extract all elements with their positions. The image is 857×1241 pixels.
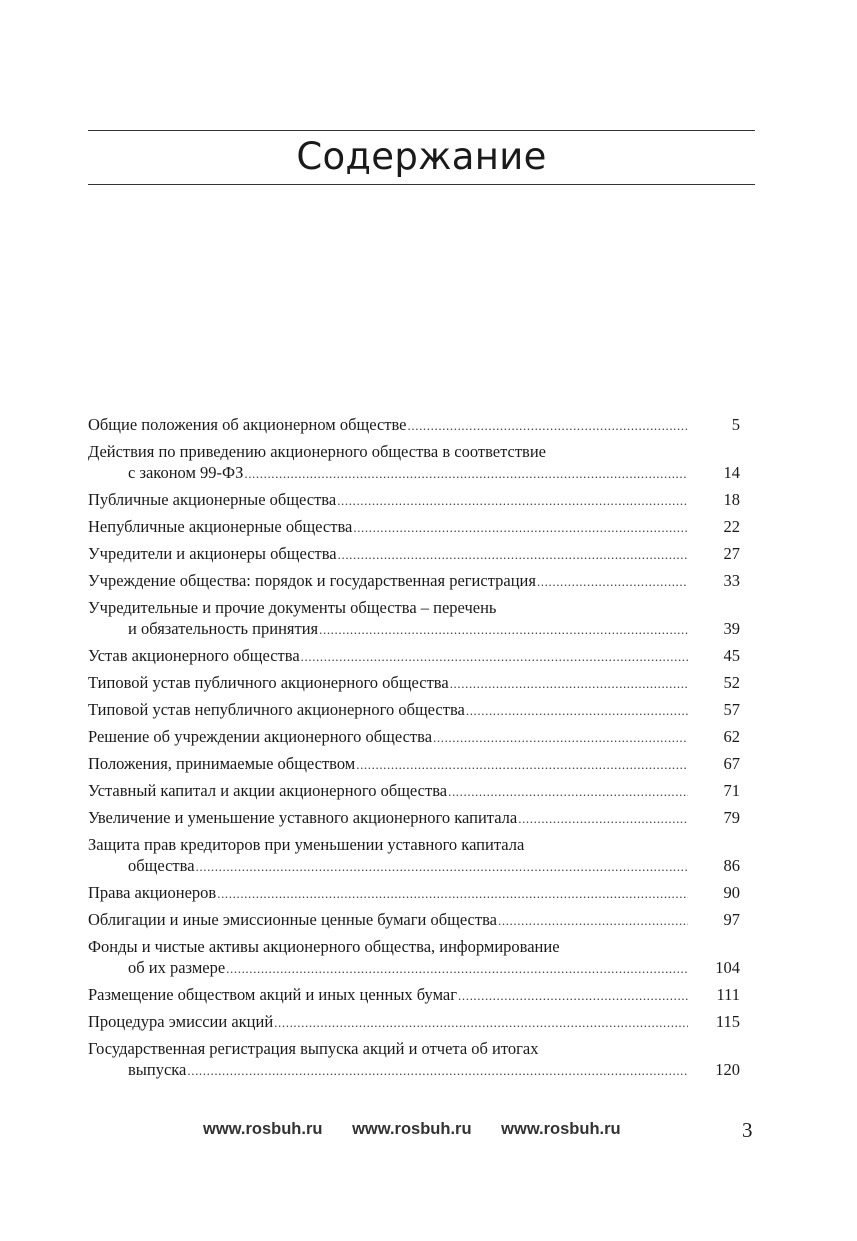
toc-entry-title-line: Учредительные и прочие документы общества – перечень: [88, 598, 497, 617]
toc-entry[interactable]: [88, 597, 740, 640]
toc-page-number: 79: [723, 808, 740, 827]
toc-entry[interactable]: [88, 570, 740, 592]
toc-entry[interactable]: [88, 645, 740, 667]
toc-entry-title: Положения, принимаемые обществом: [88, 754, 356, 773]
toc-page-number: 5: [731, 415, 740, 434]
dot-leader: [356, 754, 688, 775]
dot-leader: [458, 985, 688, 1006]
toc-page-number: 52: [723, 673, 740, 692]
dot-leader: [301, 646, 688, 667]
toc-page-number: 27: [723, 544, 740, 563]
footer-link[interactable]: www.rosbuh.ru: [501, 1120, 621, 1138]
dot-leader: [226, 958, 688, 979]
toc-page-number: 22: [723, 517, 740, 536]
toc-entry-title-line: Фонды и чистые активы акционерного общества, информирование: [88, 937, 560, 956]
toc-entry[interactable]: [88, 984, 740, 1006]
table-of-contents: [88, 414, 740, 1086]
footer-link[interactable]: www.rosbuh.ru: [352, 1120, 472, 1138]
toc-entry-title: Общие положения об акционерном обществе: [88, 415, 407, 434]
toc-entry-title-line: Действия по приведению акционерного общества в соответствие: [88, 442, 546, 461]
dot-leader: [448, 781, 688, 802]
toc-entry[interactable]: [88, 780, 740, 802]
page-title: Содержание: [296, 135, 547, 178]
toc-entry[interactable]: [88, 882, 740, 904]
toc-entry-title: Учредители и акционеры общества: [88, 544, 337, 563]
toc-entry[interactable]: [88, 699, 740, 721]
toc-entry[interactable]: [88, 753, 740, 775]
toc-entry[interactable]: [88, 1011, 740, 1033]
toc-entry[interactable]: [88, 672, 740, 694]
dot-leader: [450, 673, 688, 694]
toc-entry-title: Уставный капитал и акции акционерного общества: [88, 781, 448, 800]
toc-entry-title: Публичные акционерные общества: [88, 490, 337, 509]
dot-leader: [433, 727, 688, 748]
dot-leader: [537, 571, 688, 592]
toc-entry-title-line: Защита прав кредиторов при уменьшении уставного капитала: [88, 835, 525, 854]
toc-entry-title: Типовой устав непубличного акционерного общества: [88, 700, 465, 719]
toc-page-number: 97: [723, 910, 740, 929]
toc-entry[interactable]: [88, 441, 740, 484]
toc-entry-title: с законом 99-ФЗ: [128, 463, 244, 482]
toc-entry-title: Типовой устав публичного акционерного общества: [88, 673, 449, 692]
toc-page-number: 39: [723, 619, 740, 638]
toc-page-number: 115: [715, 1012, 740, 1031]
toc-page-number: 14: [723, 463, 740, 482]
toc-entry[interactable]: [88, 489, 740, 511]
toc-page-number: 104: [715, 958, 740, 977]
toc-entry-title: и обязательность принятия: [128, 619, 319, 638]
toc-entry-title: общества: [128, 856, 195, 875]
dot-leader: [498, 910, 688, 931]
dot-leader: [196, 856, 688, 877]
toc-page-number: 111: [716, 985, 740, 1004]
toc-entry-title: Непубличные акционерные общества: [88, 517, 353, 536]
toc-page-number: 71: [723, 781, 740, 800]
toc-entry[interactable]: [88, 726, 740, 748]
toc-entry[interactable]: [88, 807, 740, 829]
toc-page-number: 33: [723, 571, 740, 590]
toc-entry-title: Размещение обществом акций и иных ценных бумаг: [88, 985, 458, 1004]
toc-entry[interactable]: [88, 936, 740, 979]
dot-leader: [337, 490, 688, 511]
toc-page-number: 45: [723, 646, 740, 665]
dot-leader: [187, 1060, 688, 1081]
toc-entry-title: Решение об учреждении акционерного общества: [88, 727, 433, 746]
toc-page-number: 62: [723, 727, 740, 746]
dot-leader: [338, 544, 688, 565]
toc-page-number: 120: [715, 1060, 740, 1079]
bottom-rule: [88, 184, 755, 185]
dot-leader: [319, 619, 688, 640]
toc-entry[interactable]: [88, 543, 740, 565]
toc-entry[interactable]: [88, 834, 740, 877]
toc-entry[interactable]: [88, 909, 740, 931]
toc-page-number: 18: [723, 490, 740, 509]
toc-page-number: 90: [723, 883, 740, 902]
toc-entry-title: Процедура эмиссии акций: [88, 1012, 274, 1031]
dot-leader: [217, 883, 688, 904]
footer-link[interactable]: www.rosbuh.ru: [203, 1120, 323, 1138]
dot-leader: [408, 415, 688, 436]
toc-entry-title: Учреждение общества: порядок и государственная регистрация: [88, 571, 536, 590]
dot-leader: [518, 808, 688, 829]
top-rule: [88, 130, 755, 131]
footer-links: [203, 1120, 646, 1139]
dot-leader: [244, 463, 688, 484]
toc-entry-title: Облигации и иные эмиссионные ценные бумаги общества: [88, 910, 497, 929]
toc-entry-title-line: Государственная регистрация выпуска акций и отчета об итогах: [88, 1039, 539, 1058]
toc-entry-title: Права акционеров: [88, 883, 217, 902]
toc-entry-title: выпуска: [128, 1060, 187, 1079]
toc-page-number: 57: [723, 700, 740, 719]
toc-entry[interactable]: [88, 414, 740, 436]
toc-entry-title: об их размере: [128, 958, 226, 977]
toc-page-number: 67: [723, 754, 740, 773]
toc-entry-title: Увеличение и уменьшение уставного акционерного капитала: [88, 808, 518, 827]
toc-entry-title: Устав акционерного общества: [88, 646, 300, 665]
page-number: 3: [742, 1118, 753, 1142]
dot-leader: [274, 1012, 688, 1033]
dot-leader: [353, 517, 688, 538]
dot-leader: [466, 700, 688, 721]
toc-page-number: 86: [723, 856, 740, 875]
toc-entry[interactable]: [88, 1038, 740, 1081]
toc-entry[interactable]: [88, 516, 740, 538]
